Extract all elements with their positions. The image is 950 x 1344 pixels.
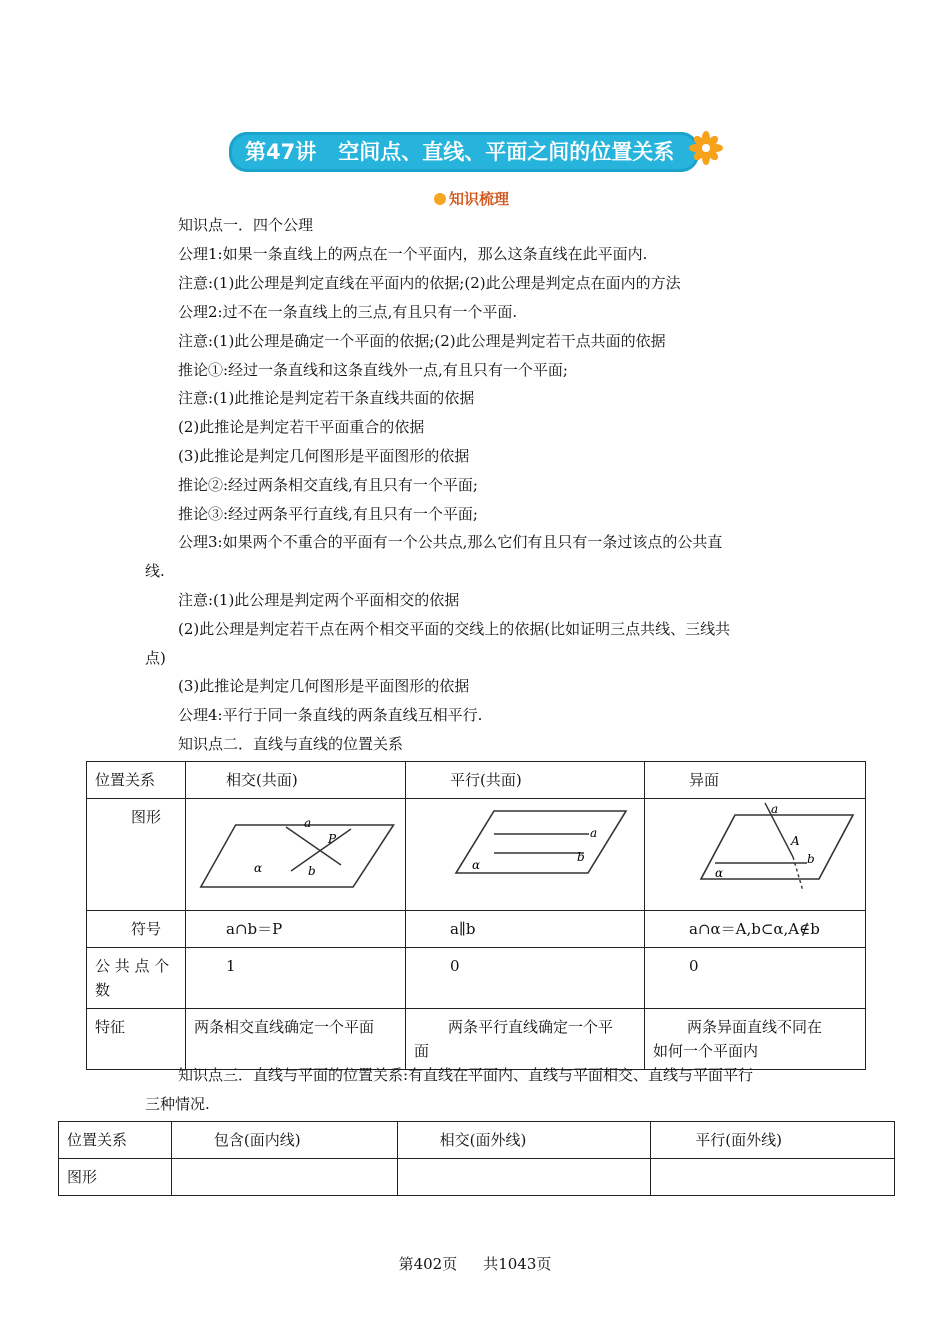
- lecture-title: 空间点、直线、平面之间的位置关系: [338, 140, 675, 164]
- text-line: 公理2:过不在一条直线上的三点,有且只有一个平面.: [178, 303, 518, 321]
- text-line: (2)此公理是判定若干点在两个相交平面的交线上的依据(比如证明三点共线、三线共: [178, 620, 731, 638]
- line-line-table: [86, 761, 866, 1070]
- flower-icon: [688, 130, 724, 166]
- figure-cell: [171, 1159, 397, 1196]
- label-b: b: [308, 864, 316, 878]
- page-total: 共1043页: [483, 1255, 552, 1273]
- text-line: 注意:(1)此公理是确定一个平面的依据;(2)此公理是判定若干点共面的依据: [178, 332, 666, 350]
- section-heading: [434, 188, 509, 209]
- label-b: b: [577, 850, 585, 864]
- section-heading-text: 知识梳理: [449, 190, 510, 208]
- feature-line: 两条平行直线确定一个平: [448, 1018, 614, 1036]
- text-line: 知识点一．四个公理: [178, 216, 314, 234]
- header-cell: 平行(面外线): [651, 1122, 895, 1159]
- label-b: b: [807, 852, 815, 866]
- label-alpha: α: [472, 858, 481, 872]
- feature-line: 面: [414, 1042, 430, 1060]
- label-a: a: [304, 816, 312, 830]
- text-line: 点): [145, 649, 166, 667]
- feature-cell: [645, 1009, 866, 1070]
- text-line: 知识点二．直线与直线的位置关系: [178, 735, 404, 753]
- parallel-figure: [406, 799, 644, 903]
- figure-skew: [645, 799, 866, 911]
- feature-cell: 两条相交直线确定一个平面: [186, 1009, 406, 1070]
- header-cell: 位置关系: [87, 762, 186, 799]
- label-alpha: α: [254, 861, 263, 875]
- lecture-number: 第47讲: [245, 140, 317, 164]
- header-cell: 异面: [645, 762, 866, 799]
- figure-label: 图形: [59, 1159, 172, 1196]
- header-cell: 位置关系: [59, 1122, 172, 1159]
- feature-cell: [406, 1009, 645, 1070]
- header-cell: 相交(面外线): [397, 1122, 651, 1159]
- text-line: 注意:(1)此公理是判定两个平面相交的依据: [178, 591, 460, 609]
- text-line: 三种情况.: [145, 1095, 210, 1113]
- label-alpha: α: [715, 866, 724, 880]
- text-line: 公理4:平行于同一条直线的两条直线互相平行.: [178, 706, 483, 724]
- common-cell: 0: [645, 948, 866, 1009]
- lecture-title-banner: [229, 132, 699, 172]
- skew-figure: [645, 799, 865, 903]
- common-label-line: 数: [95, 981, 111, 999]
- header-cell: 包含(面内线): [171, 1122, 397, 1159]
- common-cell: 0: [406, 948, 645, 1009]
- text-line: (3)此推论是判定几何图形是平面图形的依据: [178, 677, 470, 695]
- line-plane-table: [58, 1121, 895, 1196]
- common-points-label: [87, 948, 186, 1009]
- page-number: 第402页: [398, 1255, 458, 1273]
- label-a: a: [590, 826, 598, 840]
- symbol-cell: a∩b＝P: [186, 911, 406, 948]
- feature-line: 两条异面直线不同在: [687, 1018, 823, 1036]
- figure-parallel: [406, 799, 645, 911]
- common-cell: 1: [186, 948, 406, 1009]
- text-line: 推论②:经过两条相交直线,有且只有一个平面;: [178, 476, 478, 494]
- header-cell: 平行(共面): [406, 762, 645, 799]
- feature-label: 特征: [87, 1009, 186, 1070]
- figure-cell: [397, 1159, 651, 1196]
- text-line: 注意:(1)此推论是判定若干条直线共面的依据: [178, 389, 475, 407]
- text-line: 公理3:如果两个不重合的平面有一个公共点,那么它们有且只有一条过该点的公共直: [178, 533, 723, 551]
- figure-intersect: [186, 799, 406, 911]
- text-line: (3)此推论是判定几何图形是平面图形的依据: [178, 447, 470, 465]
- label-a: a: [771, 802, 779, 816]
- text-line: (2)此推论是判定若干平面重合的依据: [178, 418, 425, 436]
- header-cell: 相交(共面): [186, 762, 406, 799]
- figure-label: 图形: [87, 799, 186, 911]
- label-A: A: [791, 834, 800, 848]
- symbol-label: 符号: [87, 911, 186, 948]
- page-footer: [0, 1253, 950, 1274]
- symbol-cell: a∩α＝A,b⊂α,A∉b: [645, 911, 866, 948]
- label-P: P: [328, 832, 337, 846]
- intersect-figure: [186, 799, 405, 903]
- text-line: 推论③:经过两条平行直线,有且只有一个平面;: [178, 505, 478, 523]
- small-flower-icon: [434, 193, 446, 205]
- text-line: 线.: [145, 562, 165, 580]
- text-line: 推论①:经过一条直线和这条直线外一点,有且只有一个平面;: [178, 361, 568, 379]
- text-line: 注意:(1)此公理是判定直线在平面内的依据;(2)此公理是判定点在面内的方法: [178, 274, 681, 292]
- feature-line: 如何一个平面内: [653, 1042, 759, 1060]
- text-line: 知识点三．直线与平面的位置关系:有直线在平面内、直线与平面相交、直线与平面平行: [178, 1066, 754, 1084]
- text-line: 公理1:如果一条直线上的两点在一个平面内，那么这条直线在此平面内.: [178, 245, 648, 263]
- symbol-cell: a∥b: [406, 911, 645, 948]
- figure-cell: [651, 1159, 895, 1196]
- common-label-line: 公 共 点 个: [95, 957, 170, 975]
